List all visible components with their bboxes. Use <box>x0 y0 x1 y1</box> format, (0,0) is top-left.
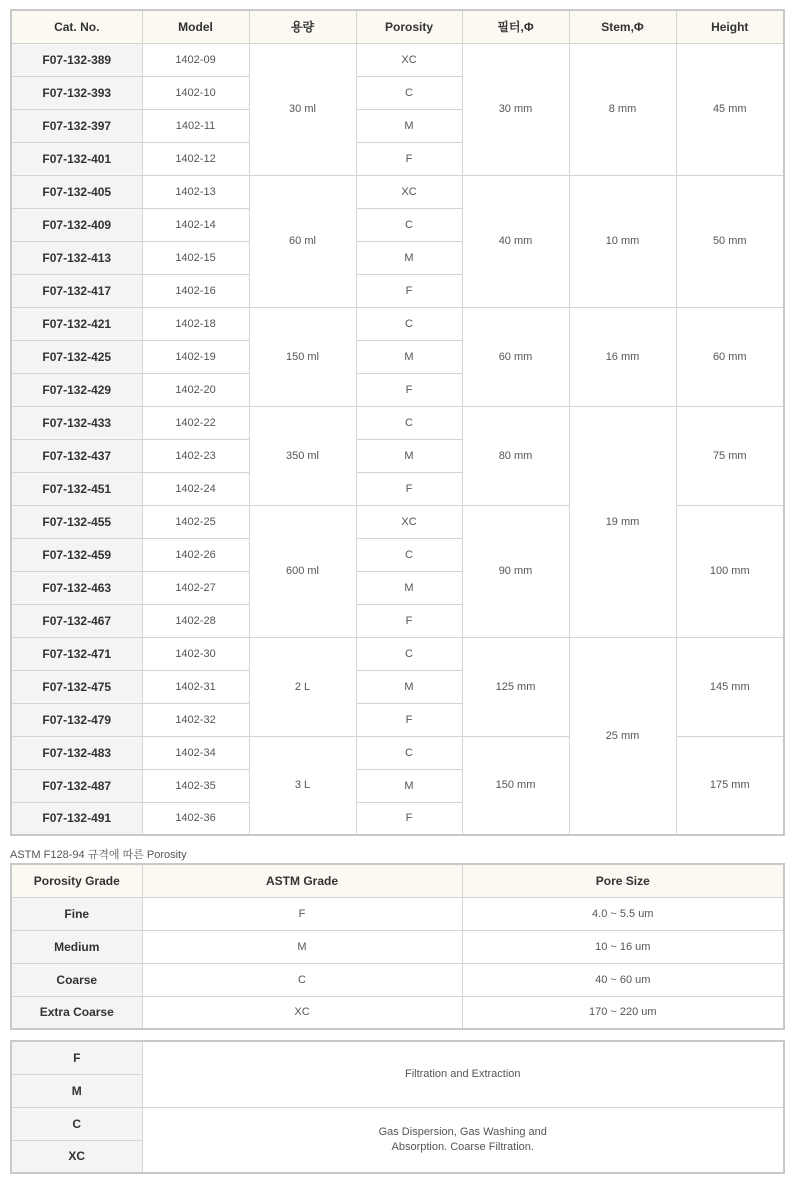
height-cell: 75 mm <box>676 406 784 505</box>
porosity-cell: F <box>356 802 462 835</box>
filter-cell: 125 mm <box>462 637 569 736</box>
cat-no-cell: F07-132-413 <box>11 241 142 274</box>
usage-code-cell: C <box>11 1107 142 1140</box>
usage-code-cell: XC <box>11 1140 142 1173</box>
porosity-cell: M <box>356 241 462 274</box>
model-cell: 1402-24 <box>142 472 249 505</box>
pore-cell: 40 ~ 60 um <box>462 963 784 996</box>
model-cell: 1402-31 <box>142 670 249 703</box>
grade-table <box>10 863 785 1030</box>
model-cell: 1402-26 <box>142 538 249 571</box>
porosity-cell: F <box>356 604 462 637</box>
header-capacity: 용량 <box>249 10 356 43</box>
model-cell: 1402-32 <box>142 703 249 736</box>
spec-table <box>10 9 785 836</box>
height-cell: 45 mm <box>676 43 784 175</box>
height-cell: 100 mm <box>676 505 784 637</box>
porosity-cell: F <box>356 142 462 175</box>
stem-cell: 25 mm <box>569 637 676 835</box>
porosity-cell: C <box>356 538 462 571</box>
model-cell: 1402-16 <box>142 274 249 307</box>
filter-cell: 40 mm <box>462 175 569 307</box>
header-porosity: Porosity <box>356 10 462 43</box>
cat-no-cell: F07-132-393 <box>11 76 142 109</box>
height-cell: 175 mm <box>676 736 784 835</box>
astm-cell: XC <box>142 996 462 1029</box>
porosity-note: ASTM F128-94 규격에 따른 Porosity <box>10 849 187 861</box>
porosity-cell: C <box>356 637 462 670</box>
cat-no-cell: F07-132-471 <box>11 637 142 670</box>
model-cell: 1402-14 <box>142 208 249 241</box>
model-cell: 1402-25 <box>142 505 249 538</box>
height-cell: 60 mm <box>676 307 784 406</box>
filter-cell: 90 mm <box>462 505 569 637</box>
porosity-cell: F <box>356 373 462 406</box>
grade-cell: Medium <box>11 930 142 963</box>
header-porosity-grade: Porosity Grade <box>11 864 142 897</box>
porosity-cell: M <box>356 571 462 604</box>
porosity-cell: C <box>356 736 462 769</box>
spec-header-row <box>11 10 784 43</box>
model-cell: 1402-36 <box>142 802 249 835</box>
cat-no-cell: F07-132-463 <box>11 571 142 604</box>
pore-cell: 10 ~ 16 um <box>462 930 784 963</box>
cat-no-cell: F07-132-459 <box>11 538 142 571</box>
porosity-cell: C <box>356 406 462 439</box>
porosity-cell: M <box>356 439 462 472</box>
cat-no-cell: F07-132-405 <box>11 175 142 208</box>
porosity-cell: C <box>356 208 462 241</box>
table-row <box>11 406 784 439</box>
grade-cell: Fine <box>11 897 142 930</box>
cat-no-cell: F07-132-475 <box>11 670 142 703</box>
model-cell: 1402-20 <box>142 373 249 406</box>
table-row <box>11 963 784 996</box>
stem-cell: 8 mm <box>569 43 676 175</box>
model-cell: 1402-12 <box>142 142 249 175</box>
header-model: Model <box>142 10 249 43</box>
table-row <box>11 897 784 930</box>
usage-desc-coarse-line1: Gas Dispersion, Gas Washing and <box>378 1125 547 1138</box>
usage-code-cell: F <box>11 1041 142 1074</box>
model-cell: 1402-15 <box>142 241 249 274</box>
filter-cell: 30 mm <box>462 43 569 175</box>
table-row <box>11 1041 784 1074</box>
cat-no-cell: F07-132-421 <box>11 307 142 340</box>
porosity-cell: M <box>356 769 462 802</box>
capacity-cell: 3 L <box>249 736 356 835</box>
model-cell: 1402-10 <box>142 76 249 109</box>
table-row <box>11 307 784 340</box>
table-row <box>11 637 784 670</box>
cat-no-cell: F07-132-425 <box>11 340 142 373</box>
stem-cell: 16 mm <box>569 307 676 406</box>
porosity-cell: F <box>356 703 462 736</box>
cat-no-cell: F07-132-479 <box>11 703 142 736</box>
grade-cell: Extra Coarse <box>11 996 142 1029</box>
model-cell: 1402-34 <box>142 736 249 769</box>
model-cell: 1402-27 <box>142 571 249 604</box>
table-row <box>11 996 784 1029</box>
model-cell: 1402-30 <box>142 637 249 670</box>
usage-table <box>10 1040 785 1174</box>
header-stem: Stem,Φ <box>569 10 676 43</box>
model-cell: 1402-28 <box>142 604 249 637</box>
header-filter: 필터,Φ <box>462 10 569 43</box>
filter-cell: 80 mm <box>462 406 569 505</box>
usage-code-cell: M <box>11 1074 142 1107</box>
model-cell: 1402-18 <box>142 307 249 340</box>
model-cell: 1402-09 <box>142 43 249 76</box>
model-cell: 1402-35 <box>142 769 249 802</box>
capacity-cell: 60 ml <box>249 175 356 307</box>
cat-no-cell: F07-132-389 <box>11 43 142 76</box>
grade-cell: Coarse <box>11 963 142 996</box>
porosity-cell: M <box>356 109 462 142</box>
grade-header-row <box>11 864 784 897</box>
header-pore-size: Pore Size <box>462 864 784 897</box>
cat-no-cell: F07-132-409 <box>11 208 142 241</box>
astm-cell: C <box>142 963 462 996</box>
porosity-cell: XC <box>356 43 462 76</box>
cat-no-cell: F07-132-487 <box>11 769 142 802</box>
stem-cell: 19 mm <box>569 406 676 637</box>
pore-cell: 170 ~ 220 um <box>462 996 784 1029</box>
porosity-cell: F <box>356 274 462 307</box>
cat-no-cell: F07-132-417 <box>11 274 142 307</box>
capacity-cell: 30 ml <box>249 43 356 175</box>
header-cat-no: Cat. No. <box>11 10 142 43</box>
usage-desc-fine: Filtration and Extraction <box>142 1041 784 1107</box>
stem-cell: 10 mm <box>569 175 676 307</box>
table-row <box>11 175 784 208</box>
cat-no-cell: F07-132-491 <box>11 802 142 835</box>
astm-cell: M <box>142 930 462 963</box>
cat-no-cell: F07-132-429 <box>11 373 142 406</box>
model-cell: 1402-13 <box>142 175 249 208</box>
porosity-cell: F <box>356 472 462 505</box>
usage-desc-coarse <box>142 1107 784 1173</box>
model-cell: 1402-11 <box>142 109 249 142</box>
cat-no-cell: F07-132-451 <box>11 472 142 505</box>
capacity-cell: 150 ml <box>249 307 356 406</box>
model-cell: 1402-22 <box>142 406 249 439</box>
capacity-cell: 350 ml <box>249 406 356 505</box>
cat-no-cell: F07-132-483 <box>11 736 142 769</box>
cat-no-cell: F07-132-401 <box>11 142 142 175</box>
porosity-cell: XC <box>356 175 462 208</box>
astm-cell: F <box>142 897 462 930</box>
cat-no-cell: F07-132-467 <box>11 604 142 637</box>
cat-no-cell: F07-132-437 <box>11 439 142 472</box>
table-row <box>11 930 784 963</box>
table-row <box>11 1107 784 1140</box>
filter-cell: 150 mm <box>462 736 569 835</box>
porosity-cell: C <box>356 307 462 340</box>
model-cell: 1402-23 <box>142 439 249 472</box>
table-row <box>11 43 784 76</box>
capacity-cell: 2 L <box>249 637 356 736</box>
porosity-cell: M <box>356 340 462 373</box>
capacity-cell: 600 ml <box>249 505 356 637</box>
porosity-cell: C <box>356 76 462 109</box>
usage-desc-coarse-line2: Absorption. Coarse Filtration. <box>391 1140 534 1153</box>
model-cell: 1402-19 <box>142 340 249 373</box>
pore-cell: 4.0 ~ 5.5 um <box>462 897 784 930</box>
porosity-cell: M <box>356 670 462 703</box>
header-height: Height <box>676 10 784 43</box>
cat-no-cell: F07-132-433 <box>11 406 142 439</box>
header-astm-grade: ASTM Grade <box>142 864 462 897</box>
height-cell: 50 mm <box>676 175 784 307</box>
height-cell: 145 mm <box>676 637 784 736</box>
cat-no-cell: F07-132-455 <box>11 505 142 538</box>
filter-cell: 60 mm <box>462 307 569 406</box>
porosity-cell: XC <box>356 505 462 538</box>
cat-no-cell: F07-132-397 <box>11 109 142 142</box>
